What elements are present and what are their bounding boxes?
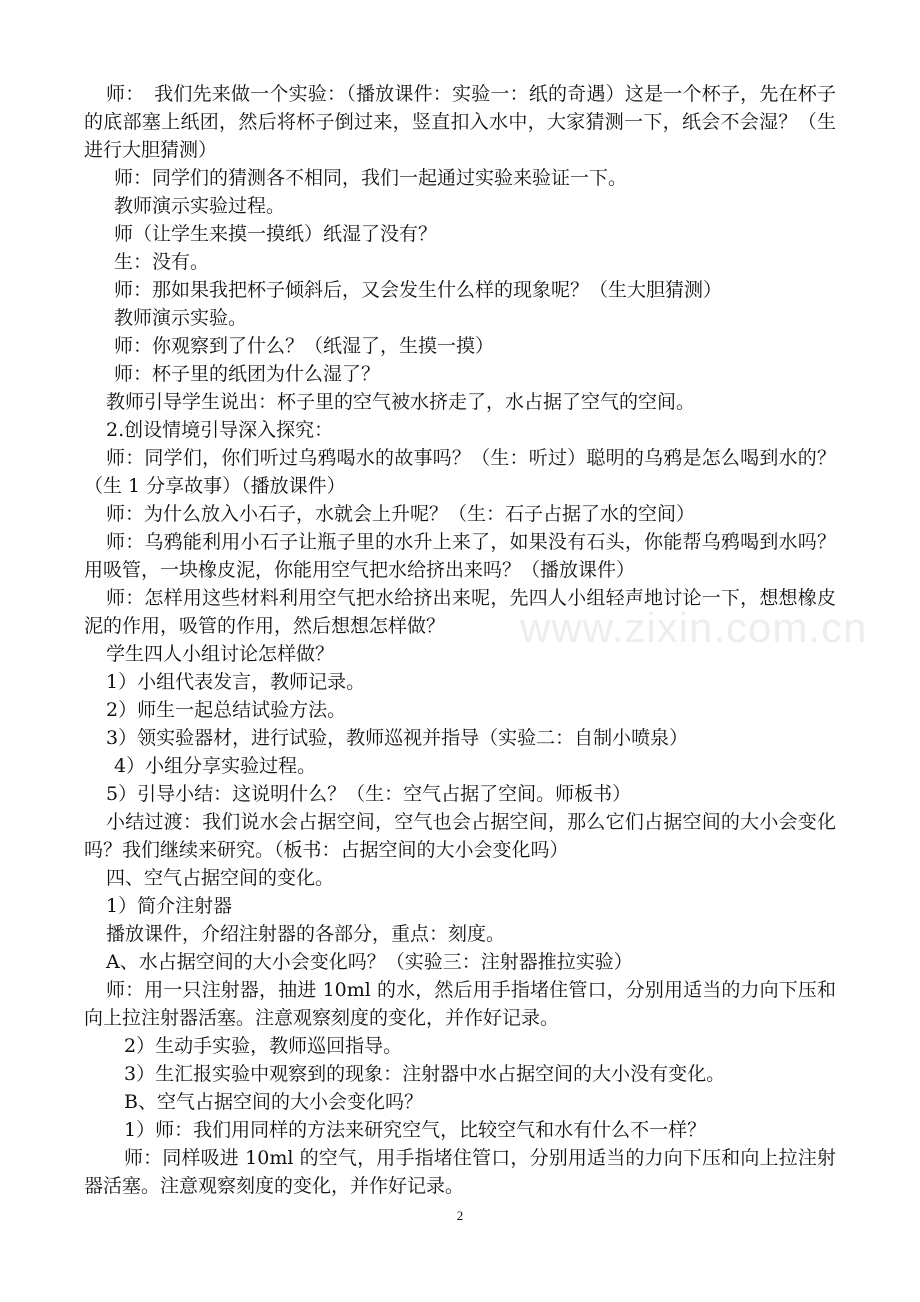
page-number: 2	[456, 1208, 464, 1223]
paragraph: 教师演示实验。	[114, 307, 248, 329]
document-body	[84, 80, 836, 1200]
paragraph: 2）师生一起总结试验方法。	[106, 699, 347, 721]
paragraph: 小结过渡：我们说水会占据空间，空气也会占据空间，那么它们占据空间的大小会变化吗？我们继续来研究。（板书：占据空间的大小会变化吗）	[84, 811, 836, 861]
paragraph: 师：乌鸦能利用小石子让瓶子里的水升上来了，如果没有石头，你能帮乌鸦喝到水吗？用吸管，一块橡皮泥，你能用空气把水给挤出来吗？（播放课件）	[84, 531, 836, 581]
paragraph: 2.创设情境引导深入探究：	[106, 419, 334, 441]
paragraph: 师（让学生来摸一摸纸）纸湿了没有？	[114, 223, 438, 245]
paragraph: 师：杯子里的纸团为什么湿了？	[114, 363, 381, 385]
paragraph: 师：那如果我把杯子倾斜后，又会发生什么样的现象呢？（生大胆猜测）	[114, 279, 723, 301]
paragraph: 师：同学们，你们听过乌鸦喝水的故事吗？（生：听过）聪明的乌鸦是怎么喝到水的？（生 1 分享故事）（播放课件）	[84, 447, 836, 497]
paragraph: 学生四人小组讨论怎样做？	[106, 643, 335, 665]
paragraph: 师：用一只注射器，抽进 10ml 的水，然后用手指堵住管口，分别用适当的力向下压和向上拉注射器活塞。注意观察刻度的变化，并作好记录。	[84, 979, 836, 1029]
watermark: www.zixin.com.cn	[520, 604, 868, 651]
paragraph: 2）生动手实验，教师巡回指导。	[124, 1035, 403, 1057]
paragraph: 3）领实验器材，进行试验，教师巡视并指导（实验二：自制小喷泉）	[106, 727, 689, 749]
paragraph: A、水占据空间的大小会变化吗？（实验三：注射器推拉实验）	[106, 951, 633, 973]
paragraph: 师：为什么放入小石子，水就会上升呢？（生：石子占据了水的空间）	[106, 503, 696, 525]
paragraph: B、空气占据空间的大小会变化吗？	[124, 1091, 423, 1113]
paragraph: 1）小组代表发言，教师记录。	[106, 671, 366, 693]
paragraph: 生：没有。	[114, 251, 210, 273]
paragraph: 师：怎样用这些材料利用空气把水给挤出来呢，先四人小组轻声地讨论一下，想想橡皮泥的作用，吸管的作用，然后想想怎样做？	[84, 587, 836, 637]
paragraph: 5）引导小结：这说明什么？（生：空气占据了空间。师板书）	[106, 783, 632, 805]
paragraph: 师： 我们先来做一个实验：（播放课件：实验一：纸的奇遇）这是一个杯子，先在杯子的底部塞上纸团，然后将杯子倒过来，竖直扣入水中，大家猜测一下，纸会不会湿？（生进行大胆猜测）	[84, 83, 836, 161]
paragraph: 播放课件，介绍注射器的各部分，重点：刻度。	[106, 923, 506, 945]
paragraph: 1）简介注射器	[106, 895, 233, 917]
paragraph: 3）生汇报实验中观察到的现象：注射器中水占据空间的大小没有变化。	[124, 1063, 726, 1085]
paragraph: 教师引导学生说出：杯子里的空气被水挤走了，水占据了空气的空间。	[106, 391, 696, 413]
paragraph: 教师演示实验过程。	[114, 195, 286, 217]
paragraph: 四、空气占据空间的变化。	[106, 867, 335, 889]
paragraph: 师：同样吸进 10ml 的空气，用手指堵住管口，分别用适当的力向下压和向上拉注射器活塞。注意观察刻度的变化，并作好记录。	[84, 1147, 836, 1197]
paragraph: 1）师：我们用同样的方法来研究空气，比较空气和水有什么不一样？	[124, 1119, 707, 1141]
paragraph: 4）小组分享实验过程。	[114, 755, 317, 777]
paragraph: 师：你观察到了什么？（纸湿了，生摸一摸）	[114, 335, 495, 357]
paragraph: 师：同学们的猜测各不相同，我们一起通过实验来验证一下。	[114, 167, 628, 189]
